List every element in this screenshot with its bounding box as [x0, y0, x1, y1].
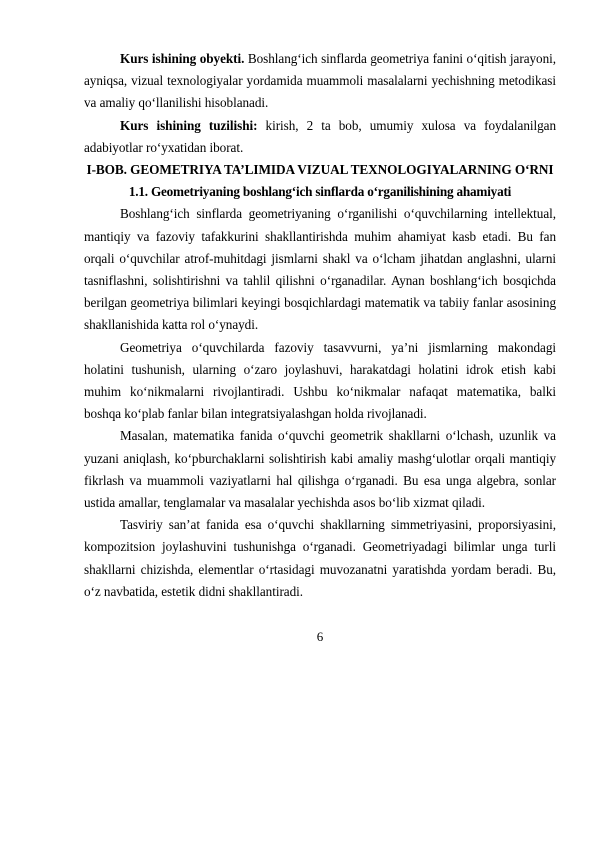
- body-paragraph: Tasviriy san’at fanida esa o‘quvchi shakllarning simmetriyasini, proporsiyasini, kompozitsion joylashuvini tushunishga o‘rganadi. Geometriyadagi bilimlar unga turli shakllarni chizishda, elementlar o‘rtasidagi muvozanatni yaratishda yordam beradi. Bu, o‘z navbatida, estetik didni shakllantiradi.: [84, 517, 556, 599]
- page-content: [84, 48, 556, 645]
- course-structure-paragraph: [84, 115, 556, 159]
- section-title: 1.1. Geometriyaning boshlang‘ich sinflarda o‘rganilishining ahamiyati: [128, 184, 512, 200]
- course-object-paragraph: [84, 48, 556, 115]
- body-paragraph: Masalan, matematika fanida o‘quvchi geometrik shakllarni o‘lchash, uzunlik va yuzani aniqlash, ko‘pburchaklarni solishtirish kabi amaliy mashg‘ulotlar orqali mantiqiy fikrlash va muammoli vaziyatlarni hal qilishga o‘rganadi. Bu esa unga algebra, sonlar ustida amallar, tenglamalar va masalalar yechishda asos bo‘lib xizmat qiladi.: [84, 428, 556, 511]
- course-object-text: Boshlang‘ich sinflarda geometriya fanini o‘qitish jarayoni, ayniqsa, vizual texnologiyalar yordamida muammoli masalalarni yechishning metodikasi va amaliy qo‘llanilishi hisoblanadi.: [84, 51, 556, 111]
- course-object-label: Kurs ishining obyekti.: [120, 51, 245, 66]
- body-paragraph: Boshlang‘ich sinflarda geometriyaning o‘rganilishi o‘quvchilarning intellektual, mantiqiy va fazoviy tafakkurini shakllantirishda muhim ahamiyat kasb etadi. Bu fan orqali o‘quvchilar atrof-muhitdagi jismlarni shakl va o‘lcham jihatdan anglashni, ularni tasniflashni, solishtirishni va tahlil qilishni o‘rganadilar. Aynan boshlang‘ich bosqichda berilgan geometriya bilimlari keyingi bosqichlardagi matematik va tabiiy fanlar asosining shakllanishida katta rol o‘ynaydi.: [84, 206, 556, 333]
- course-structure-text: kirish, 2 ta bob, umumiy xulosa va foydalanilgan adabiyotlar ro‘yxatidan iborat.: [84, 117, 556, 155]
- body-paragraph: Geometriya o‘quvchilarda fazoviy tasavvurni, ya’ni jismlarning makondagi holatini tushunish, ularning o‘zaro joylashuvi, harakatdagi holatini idrok etish kabi muhim ko‘nikmalarni rivojlantiradi. Ushbu ko‘nikmalar nafaqat matematika, balki boshqa ko‘plab fanlar bilan integratsiyalashgan holda rivojlanadi.: [84, 339, 556, 422]
- course-structure-label: Kurs ishining tuzilishi:: [120, 117, 258, 133]
- chapter-title: I-BOB. GEOMETRIYA TA’LIMIDA VIZUAL TEXNOLOGIYALARNING O‘RNI: [86, 162, 554, 178]
- page-number: 6: [316, 629, 324, 645]
